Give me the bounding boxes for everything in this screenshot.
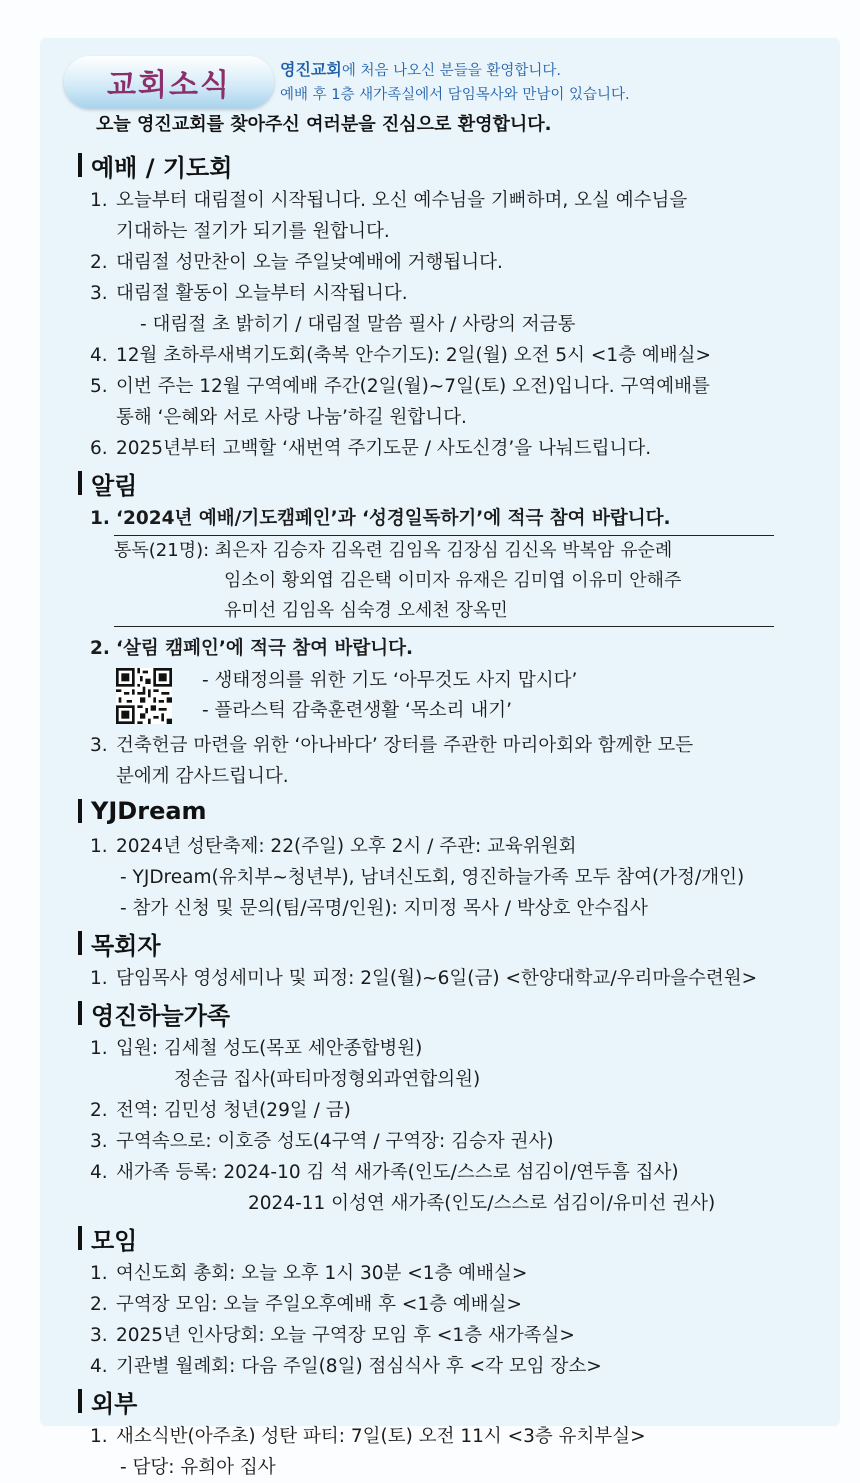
reading-line: 통독(21명): 최은자 김승자 김옥련 김임옥 김장심 김신옥 박복암 유순례	[114, 540, 673, 561]
list-item: 1. 여신도회 총회: 오늘 오후 1시 30분 <1층 예배실>	[90, 1263, 528, 1284]
welcome-note	[280, 58, 630, 107]
list-item: 1. 새소식반(아주초) 성탄 파티: 7일(토) 오전 11시 <3층 유치부실>	[90, 1426, 646, 1447]
section-badge: 교회소식	[64, 56, 274, 108]
list-item: - YJDream(유치부~청년부), 남녀신도회, 영진하늘가족 모두 참여(가정/개인)	[120, 867, 745, 888]
campaign-line: - 생태정의를 위한 기도 ‘아무것도 사지 맙시다’	[202, 670, 578, 691]
list-item: 정손금 집사(파티마정형외과연합의원)	[174, 1069, 481, 1090]
welcome-text: 에 처음 나오신 분들을 환영합니다.	[341, 63, 561, 79]
list-item: 2024-11 이성연 새가족(인도/스스로 섬김이/유미선 권사)	[248, 1193, 716, 1214]
list-item: 1. ‘2024년 예배/기도캠페인’과 ‘성경일독하기’에 적극 참여 바랍니다.	[90, 508, 671, 529]
list-item: 3. 대림절 활동이 오늘부터 시작됩니다.	[90, 283, 408, 304]
section-title-meeting: 모임	[78, 1221, 798, 1255]
reading-list-box	[114, 535, 774, 627]
campaign-line: - 플라스틱 감축훈련생활 ‘목소리 내기’	[202, 700, 513, 721]
list-item: 3. 건축헌금 마련을 위한 ‘아나바다’ 장터를 주관한 마리아회와 함께한 모든	[90, 735, 694, 756]
section-title-pastor: 목회자	[78, 926, 798, 960]
section-title-yjdream: YJDream	[78, 794, 798, 828]
list-item: - 대림절 초 밝히기 / 대림절 말씀 필사 / 사랑의 저금통	[140, 314, 576, 335]
list-item: 통해 ‘은혜와 서로 사랑 나눔’하길 원합니다.	[116, 407, 467, 428]
church-name: 영진교회	[280, 60, 342, 79]
intro-text: 오늘 영진교회를 찾아주신 여러분을 진심으로 환영합니다.	[96, 114, 552, 135]
list-item: 6. 2025년부터 고백할 ‘새번역 주기도문 / 사도신경’을 나눠드립니다.	[90, 438, 652, 459]
list-item: 4. 기관별 월례회: 다음 주일(8일) 점심식사 후 <각 모임 장소>	[90, 1356, 602, 1377]
list-item: 분에게 감사드립니다.	[116, 766, 289, 787]
list-item: 2. 구역장 모임: 오늘 주일오후예배 후 <1층 예배실>	[90, 1294, 522, 1315]
list-item: 3. 구역속으로: 이호증 성도(4구역 / 구역장: 김승자 권사)	[90, 1131, 554, 1152]
section-title-family: 영진하늘가족	[78, 996, 798, 1030]
qr-code-icon[interactable]	[116, 668, 172, 724]
list-item: 기대하는 절기가 되기를 원합니다.	[116, 221, 390, 242]
list-item: - 담당: 유희아 집사	[120, 1457, 276, 1478]
list-item: 5. 이번 주는 12월 구역예배 주간(2일(월)~7일(토) 오전)입니다. 구역예배를	[90, 376, 710, 397]
list-item: 3. 2025년 인사당회: 오늘 구역장 모임 후 <1층 새가족실>	[90, 1325, 575, 1346]
list-item: 2. ‘살림 캠페인’에 적극 참여 바랍니다.	[90, 638, 414, 659]
list-item: 1. 입원: 김세철 성도(목포 세안종합병원)	[90, 1038, 423, 1059]
section-title-worship: 예배 / 기도회	[78, 148, 798, 182]
list-item: 1. 오늘부터 대림절이 시작됩니다. 오신 예수님을 기뻐하며, 오실 예수님을	[90, 190, 688, 211]
list-item: 1. 담임목사 영성세미나 및 피정: 2일(월)~6일(금) <한양대학교/우리마을수련원>	[90, 968, 758, 989]
welcome-line2: 예배 후 1층 새가족실에서 담임목사와 만남이 있습니다.	[280, 87, 630, 103]
list-item: 4. 새가족 등록: 2024-10 김 석 새가족(인도/스스로 섬김이/연두흠 집사)	[90, 1162, 679, 1183]
section-title-notice: 알림	[78, 466, 798, 500]
list-item: - 참가 신청 및 문의(팀/곡명/인원): 지미정 목사 / 박상호 안수집사	[120, 898, 648, 919]
list-item: 2. 전역: 김민성 청년(29일 / 금)	[90, 1100, 351, 1121]
reading-line: 임소이 황외엽 김은택 이미자 유재은 김미엽 이유미 안해주	[224, 570, 682, 591]
bulletin-content	[78, 146, 798, 1483]
section-title-external: 외부	[78, 1384, 798, 1418]
reading-line: 유미선 김임옥 심숙경 오세천 장옥민	[224, 600, 508, 621]
list-item: 1. 2024년 성탄축제: 22(주일) 오후 2시 / 주관: 교육위원회	[90, 836, 577, 857]
list-item: 2. 대림절 성만찬이 오늘 주일낮예배에 거행됩니다.	[90, 252, 503, 273]
campaign-block	[116, 666, 798, 726]
list-item: 4. 12월 초하루새벽기도회(축복 안수기도): 2일(월) 오전 5시 <1층 예배실>	[90, 345, 712, 366]
